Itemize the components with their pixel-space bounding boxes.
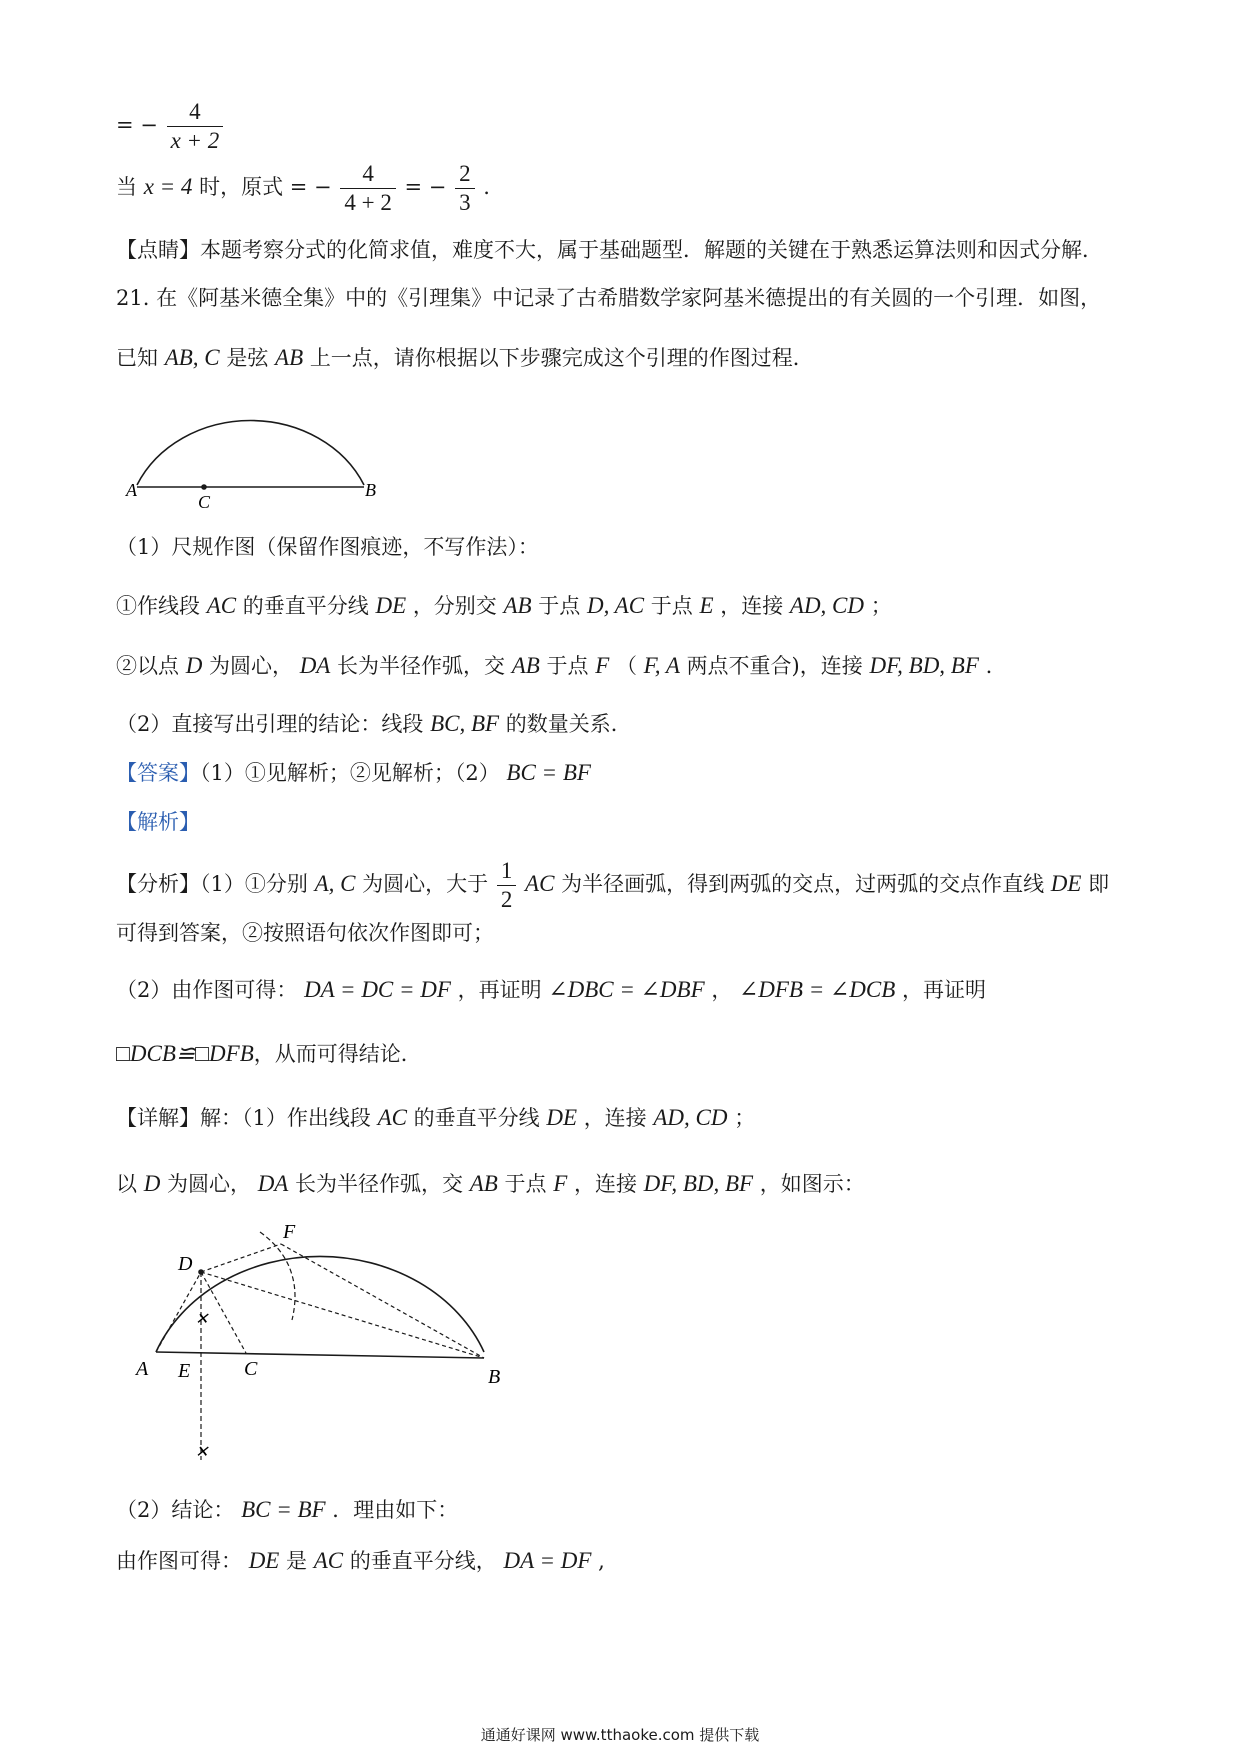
page-footer: 通通好课网 www.tthaoke.com 提供下载 bbox=[480, 1726, 760, 1744]
cross-mark-upper: ✕ bbox=[195, 1311, 209, 1328]
label-a: A bbox=[126, 480, 137, 500]
conclusion-line: （2）结论： BC = BF ．理由如下： bbox=[116, 1497, 459, 1522]
segment-df bbox=[201, 1244, 281, 1272]
fraction: $\frac{4}{4 + 2}$ bbox=[340, 160, 395, 217]
evaluation-line: 当 x = 4 时，原式 = − $\frac{4}{4 + 2}$ = − $\frac{2}{3}$ . bbox=[116, 161, 490, 215]
segment-bd bbox=[201, 1272, 484, 1358]
fraction: $\frac{4}{x + 2}$ bbox=[167, 98, 224, 155]
point-c bbox=[201, 484, 207, 490]
analysis-line1: 【分析】（1）①分别 A, C 为圆心，大于 $\frac{1}{2}$ AC 为半径画弧，得到两弧的交点，过两弧的交点作直线 DE 即 bbox=[116, 858, 1110, 912]
label-f: F bbox=[283, 1221, 296, 1243]
question-21-line2: 已知 AB, C 是弦 AB 上一点，请你根据以下步骤完成这个引理的作图过程． bbox=[116, 345, 814, 370]
fraction-half: $\frac{1}{2}$ bbox=[497, 857, 517, 914]
jiexi-tag: 【解析】 bbox=[116, 810, 200, 834]
answer-line: 【答案】（1）①见解析；②见解析；（2） BC = BF bbox=[116, 760, 591, 785]
label-a: A bbox=[136, 1358, 149, 1380]
fraction: $\frac{2}{3}$ bbox=[455, 160, 475, 217]
question-21-line1: 21. 在《阿基米德全集》中的《引理集》中记录了古希腊数学家阿基米德提出的有关圆的一个引理．如图， bbox=[116, 286, 1102, 310]
analysis-line3: （2）由作图可得： DA = DC = DF ，再证明 ∠DBC = ∠DBF ， ∠DFB = ∠DCB ，再证明 bbox=[116, 977, 986, 1002]
label-c: C bbox=[244, 1358, 258, 1380]
final-line: 由作图可得： DE 是 AC 的垂直平分线， DA = DF , bbox=[116, 1548, 605, 1573]
point-d bbox=[198, 1269, 204, 1275]
figure-semicircle bbox=[120, 395, 400, 520]
figure-construction bbox=[120, 1220, 520, 1470]
label-b: B bbox=[488, 1366, 501, 1388]
label-d: D bbox=[178, 1253, 193, 1275]
detail-line1: 【详解】解：（1）作出线段 AC 的垂直平分线 DE ，连接 AD, CD ； bbox=[116, 1105, 756, 1130]
construction-arc-f bbox=[260, 1232, 295, 1320]
step-2: ②以点 D 为圆心， DA 长为半径作弧，交 AB 于点 F （ F, A 两点不重合)，连接 DF, BD, BF . bbox=[116, 653, 993, 678]
analysis-line2: 可得到答案，②按照语句依次作图即可； bbox=[116, 921, 494, 945]
label-b: B bbox=[365, 480, 376, 500]
analysis-line4: □DCB≌□DFB，从而可得结论． bbox=[116, 1041, 422, 1066]
cross-mark-lower: ✕ bbox=[195, 1444, 209, 1461]
dianjing-line: 【点睛】本题考察分式的化简求值，难度不大，属于基础题型．解题的关键在于熟悉运算法则和因式分解． bbox=[116, 238, 1103, 262]
part2-line: （2）直接写出引理的结论：线段 BC, BF 的数量关系． bbox=[116, 711, 632, 736]
chord-ab bbox=[156, 1352, 484, 1358]
segment-bf bbox=[281, 1244, 484, 1358]
label-c: C bbox=[198, 492, 211, 512]
label-e: E bbox=[178, 1360, 191, 1382]
top-equation: = − $\frac{4}{x + 2}$ bbox=[116, 98, 225, 155]
detail-line2: 以 D 为圆心， DA 长为半径作弧，交 AB 于点 F ，连接 DF, BD, BF ，如图示： bbox=[116, 1171, 865, 1196]
step-1: ①作线段 AC 的垂直平分线 DE ，分别交 AB 于点 D, AC 于点 E ，连接 AD, CD ； bbox=[116, 593, 892, 618]
arc-ab bbox=[137, 420, 364, 485]
arc-ab bbox=[156, 1256, 484, 1352]
part1-heading: （1）尺规作图（保留作图痕迹，不写作法）： bbox=[116, 535, 539, 559]
